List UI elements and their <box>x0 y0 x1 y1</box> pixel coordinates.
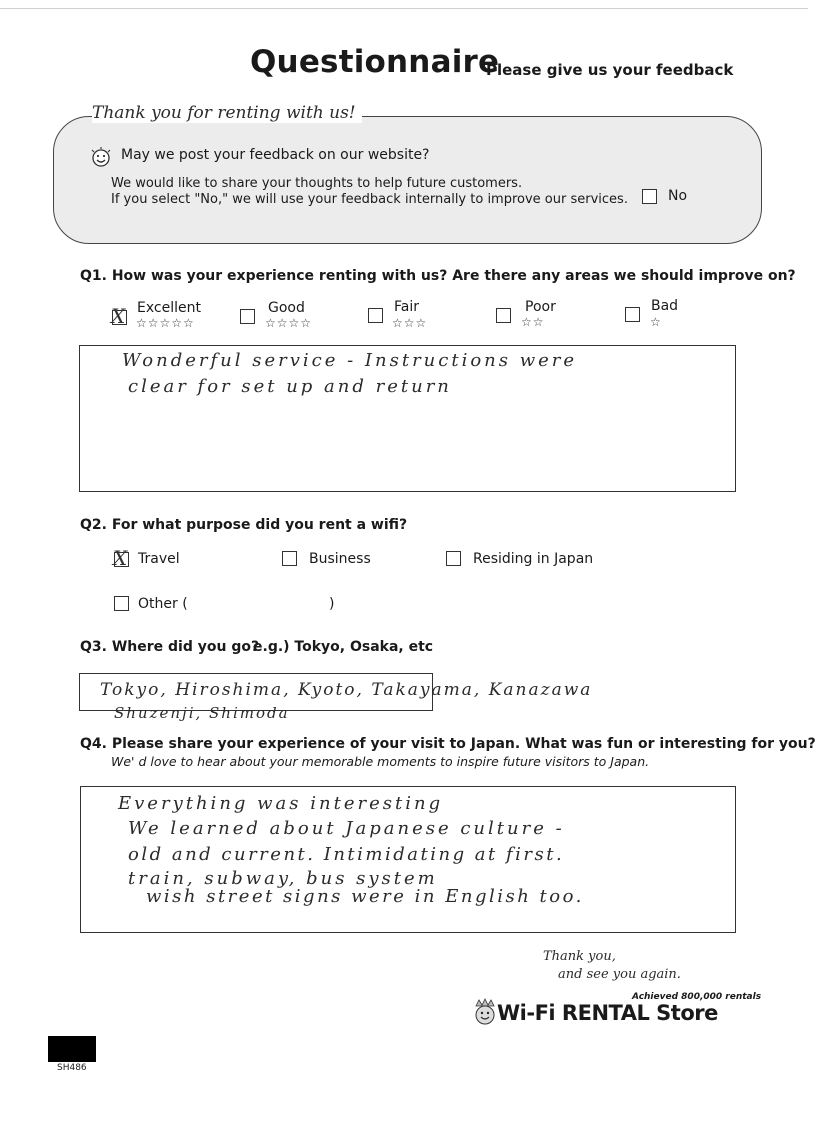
q1-question: Q1. How was your experience renting with us? Are there any areas we should improve on? <box>80 268 796 284</box>
q2-other-close: ) <box>329 596 335 612</box>
q1-good-stars: ☆☆☆☆ <box>265 316 313 330</box>
signoff-line2: and see you again. <box>558 967 681 982</box>
q2-business-label: Business <box>309 551 371 567</box>
form-code: SH486 <box>57 1063 87 1073</box>
q1-fair-stars: ☆☆☆ <box>392 316 428 330</box>
q3-answer-line1: Tokyo, Hiroshima, Kyoto, Takayama, Kanazawa <box>100 680 593 700</box>
thanks-note: Thank you for renting with us! <box>92 103 362 123</box>
q4-answer-line4: train, subway, bus system <box>128 868 438 889</box>
q1-good-checkbox[interactable] <box>240 309 255 324</box>
page-subtitle: Please give us your feedback <box>486 61 734 79</box>
q2-question: Q2. For what purpose did you rent a wifi? <box>80 517 408 533</box>
q4-answer-line3: old and current. Intimidating at first. <box>128 844 565 865</box>
mascot-logo-icon <box>472 998 498 1026</box>
q1-good-label: Good <box>268 300 305 316</box>
q1-bad-label: Bad <box>651 298 679 314</box>
q1-answer-line1: Wonderful service - Instructions were <box>122 350 578 371</box>
no-checkbox[interactable] <box>642 189 657 204</box>
check-mark-icon: X <box>113 546 128 570</box>
achieved-tagline: Achieved 800,000 rentals <box>632 992 762 1002</box>
q1-bad-checkbox[interactable] <box>625 307 640 322</box>
signoff-line1: Thank you, <box>543 949 616 964</box>
q1-answer-line2: clear for set up and return <box>128 376 452 397</box>
website-note-line1: We would like to share your thoughts to help future customers. <box>111 176 523 191</box>
q1-poor-stars: ☆☆ <box>521 315 545 329</box>
no-label: No <box>668 188 688 204</box>
q3-question: Q3. Where did you go? <box>80 639 260 655</box>
q4-question: Q4. Please share your experience of your visit to Japan. What was fun or interesting for you? <box>80 736 816 752</box>
q3-answer-line2: Shuzenji, Shimoda <box>114 704 290 722</box>
page-title: Questionnaire <box>250 44 500 80</box>
q1-excellent-label: Excellent <box>137 300 201 316</box>
q2-other-checkbox[interactable] <box>114 596 129 611</box>
website-note-line2: If you select "No," we will use your feedback internally to improve our services. <box>111 192 628 207</box>
q2-travel-checkbox[interactable] <box>113 546 129 570</box>
smiley-icon <box>89 146 113 168</box>
q3-example: e.g.) Tokyo, Osaka, etc <box>253 639 434 655</box>
q4-answer-line1: Everything was interesting <box>118 793 444 814</box>
q1-excellent-checkbox[interactable] <box>111 304 127 328</box>
q4-answer-line5: wish street signs were in English too. <box>146 886 584 907</box>
q1-poor-label: Poor <box>525 299 556 315</box>
top-rule <box>0 8 808 9</box>
q2-residing-checkbox[interactable] <box>446 551 461 566</box>
q2-business-checkbox[interactable] <box>282 551 297 566</box>
redaction-block <box>48 1036 96 1062</box>
q1-bad-stars: ☆ <box>650 315 662 329</box>
check-mark-icon: X <box>111 304 126 328</box>
q2-travel-label: Travel <box>138 551 180 567</box>
q2-other-label: Other ( <box>138 596 188 612</box>
q1-fair-checkbox[interactable] <box>368 308 383 323</box>
q4-answer-line2: We learned about Japanese culture - <box>128 818 565 839</box>
post-feedback-question: May we post your feedback on our website? <box>121 147 430 163</box>
q1-excellent-stars: ☆☆☆☆☆ <box>136 316 195 330</box>
q1-poor-checkbox[interactable] <box>496 308 511 323</box>
q2-residing-label: Residing in Japan <box>473 551 594 567</box>
q4-subtext: We' d love to hear about your memorable moments to inspire future visitors to Japan. <box>111 754 650 769</box>
brand-logo: Wi-Fi RENTAL Store <box>497 1001 718 1025</box>
q1-fair-label: Fair <box>394 299 419 315</box>
